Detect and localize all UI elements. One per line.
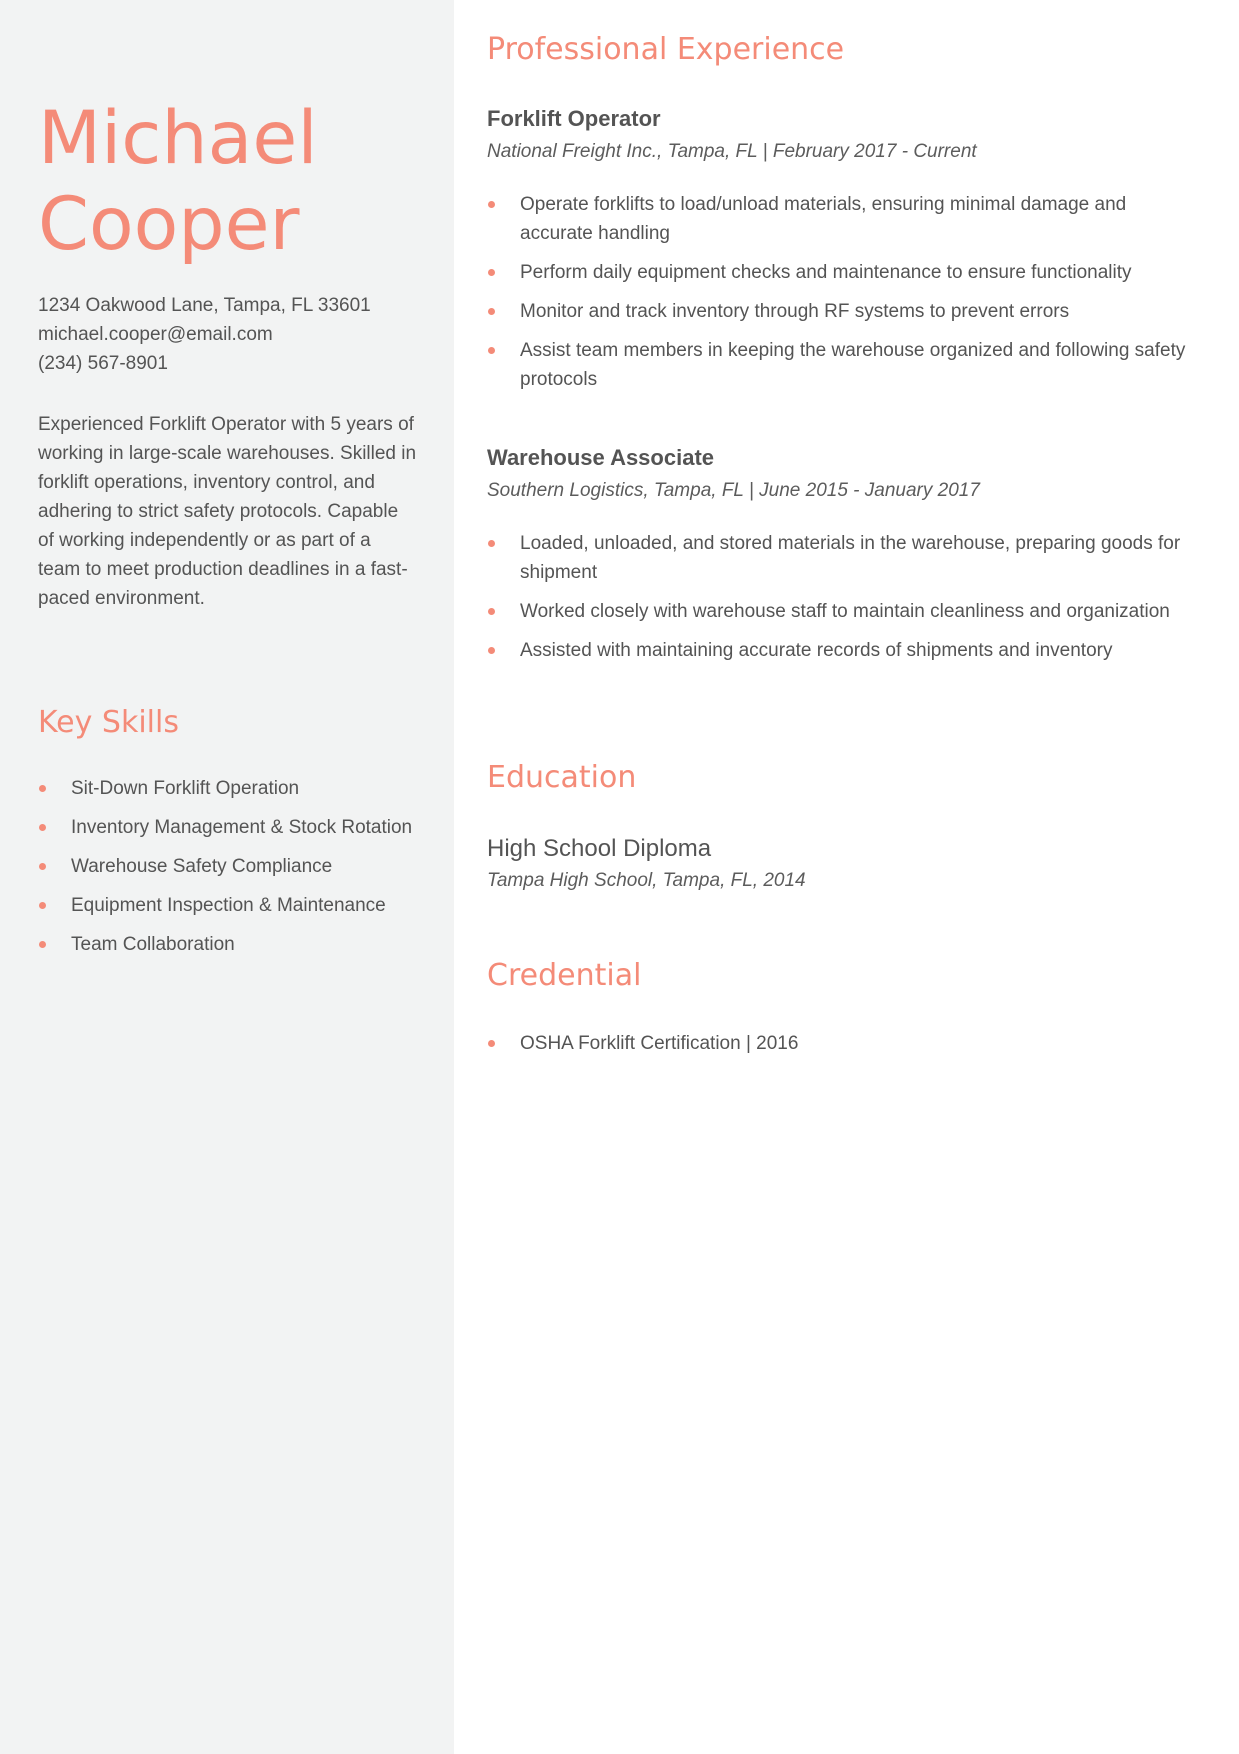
phone: (234) 567-8901: [38, 353, 168, 374]
contact-block: [38, 291, 371, 378]
credential-item: OSHA Forklift Certification | 2016: [487, 1029, 1187, 1058]
bullet-icon: [39, 941, 46, 948]
bullet-icon: [488, 308, 495, 315]
address: 1234 Oakwood Lane, Tampa, FL 33601: [38, 295, 371, 316]
last-name: Cooper: [38, 182, 300, 267]
email: michael.cooper@email.com: [38, 324, 273, 345]
job-entry: [487, 104, 1187, 404]
job-bullet: Operate forklifts to load/unload materials, ensuring minimal damage and accurate handling: [487, 190, 1187, 248]
bullet-icon: [488, 347, 495, 354]
skill-item: Team Collaboration: [38, 930, 423, 959]
skill-item: Sit-Down Forklift Operation: [38, 774, 423, 803]
job-title: Forklift Operator: [487, 106, 661, 131]
credential-heading: Credential: [487, 958, 642, 993]
job-meta: Southern Logistics, Tampa, FL | June 2015 - January 2017: [487, 480, 980, 501]
bullet-icon: [488, 608, 495, 615]
job-entry: [487, 443, 1187, 675]
job-bullets: [487, 190, 1187, 394]
bullet-icon: [488, 269, 495, 276]
summary: Experienced Forklift Operator with 5 years of working in large-scale warehouses. Skilled in forklift operations, inventory control, and adhering to strict safety protocols. Capable of working independently or as part of a team to meet production deadlines in a fast-paced environment.: [38, 414, 417, 609]
bullet-icon: [488, 1040, 495, 1047]
experience-heading: Professional Experience: [487, 32, 845, 67]
skill-item: Warehouse Safety Compliance: [38, 852, 423, 881]
bullet-icon: [39, 902, 46, 909]
job-bullet: Monitor and track inventory through RF systems to prevent errors: [487, 297, 1187, 326]
candidate-name: [38, 96, 318, 268]
skills-heading: Key Skills: [38, 705, 179, 740]
job-bullet: Assist team members in keeping the warehouse organized and following safety protocols: [487, 336, 1187, 394]
bullet-icon: [39, 863, 46, 870]
bullet-icon: [488, 540, 495, 547]
skills-list: [38, 774, 423, 969]
bullet-icon: [488, 647, 495, 654]
credential-list: [487, 1029, 1187, 1058]
job-title: Warehouse Associate: [487, 445, 715, 470]
job-bullet: Worked closely with warehouse staff to maintain cleanliness and organization: [487, 597, 1187, 626]
bullet-icon: [488, 201, 495, 208]
skill-item: Equipment Inspection & Maintenance: [38, 891, 423, 920]
job-meta: National Freight Inc., Tampa, FL | February 2017 - Current: [487, 141, 977, 162]
education-entry: [487, 831, 806, 895]
bullet-icon: [39, 785, 46, 792]
first-name: Michael: [38, 96, 318, 181]
education-heading: Education: [487, 760, 637, 795]
skill-item: Inventory Management & Stock Rotation: [38, 813, 423, 842]
job-bullet: Loaded, unloaded, and stored materials in the warehouse, preparing goods for shipment: [487, 529, 1187, 587]
school-meta: Tampa High School, Tampa, FL, 2014: [487, 870, 806, 891]
degree: High School Diploma: [487, 835, 712, 862]
bullet-icon: [39, 824, 46, 831]
job-bullet: Perform daily equipment checks and maintenance to ensure functionality: [487, 258, 1187, 287]
job-bullet: Assisted with maintaining accurate records of shipments and inventory: [487, 636, 1187, 665]
job-bullets: [487, 529, 1187, 665]
